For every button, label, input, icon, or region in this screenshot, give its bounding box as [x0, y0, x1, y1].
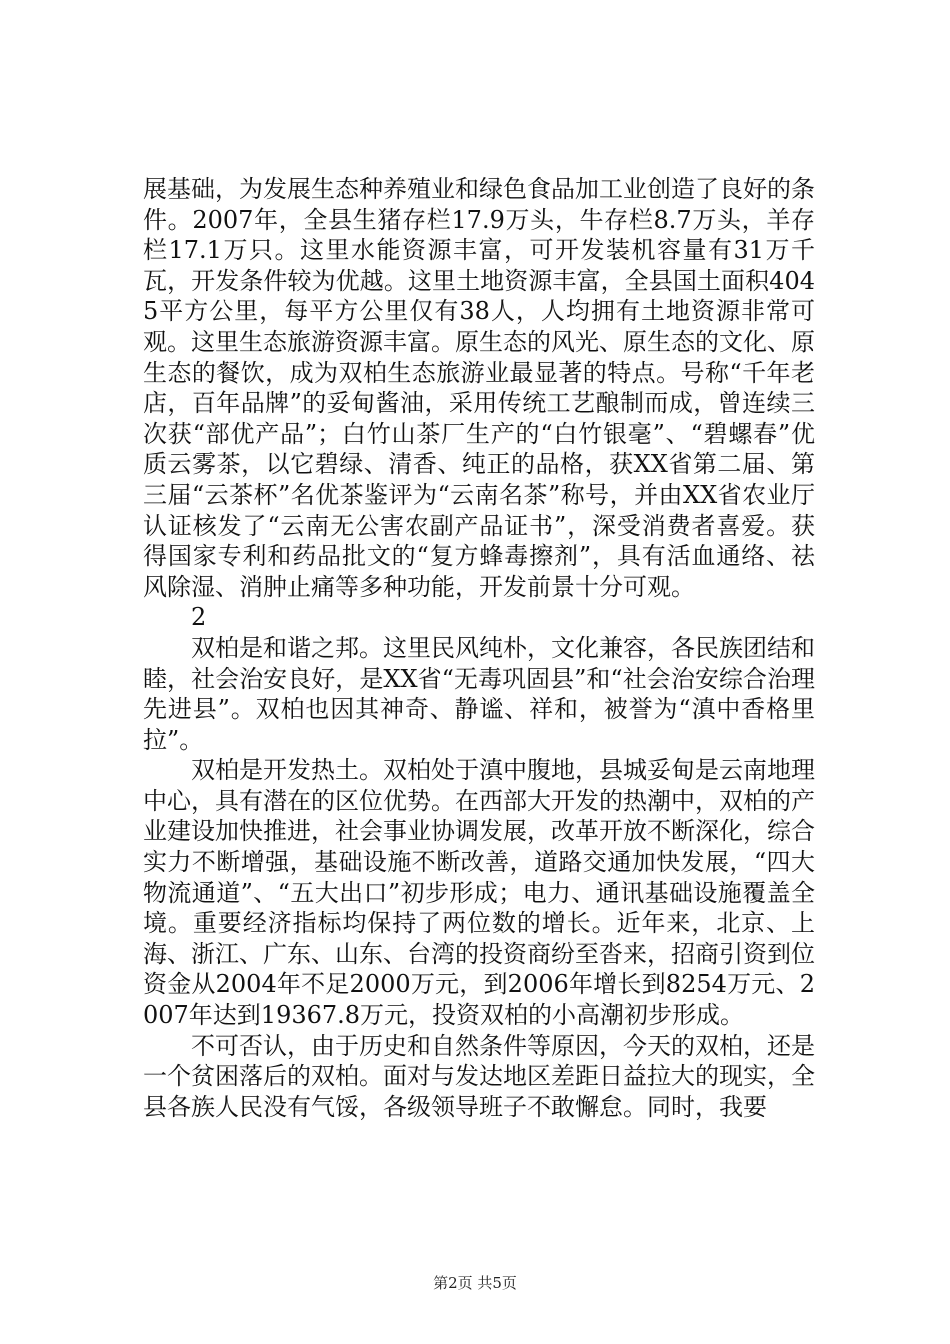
- section-number: 2: [191, 603, 207, 632]
- paragraph-poverty: 不可否认，由于历史和自然条件等原因，今天的双柏，还是一个贫困落后的双柏。面对与发达地区差距日益拉大的现实，全县各族人民没有气馁，各级领导班子不敢懈怠。同时，我要: [143, 1031, 815, 1121]
- document-body: [143, 174, 815, 1122]
- paragraph-development: 双柏是开发热土。双柏处于滇中腹地，县城妥甸是云南地理中心，具有潜在的区位优势。在西部大开发的热潮中，双柏的产业建设加快推进，社会事业协调发展，改革开放不断深化，综合实力不断增强，基础设施不断改善，道路交通加快发展，“四大物流通道”、“五大出口”初步形成；电力、通讯基础设施覆盖全境。重要经济指标均保持了两位数的增长。近年来，北京、上海、浙江、广东、山东、台湾的投资商纷至沓来，招商引资到位资金从2004年不足2000万元，到2006年增长到8254万元、2007年达到19367.8万元，投资双柏的小高潮初步形成。: [143, 756, 815, 1030]
- page-footer: 第2页 共5页: [433, 1274, 517, 1292]
- paragraph-resources: 展基础，为发展生态种养殖业和绿色食品加工业创造了良好的条件。2007年，全县生猪存栏17.9万头，牛存栏8.7万头，羊存栏17.1万只。这里水能资源丰富，可开发装机容量有31万千瓦，开发条件较为优越。这里土地资源丰富，全县国土面积4045平方公里，每平方公里仅有38人，人均拥有土地资源非常可观。这里生态旅游资源丰富。原生态的风光、原生态的文化、原生态的餐饮，成为双柏生态旅游业最显著的特点。号称“千年老店，百年品牌”的妥甸酱油，采用传统工艺酿制而成，曾连续三次获“部优产品”；白竹山茶厂生产的“白竹银毫”、“碧螺春”优质云雾茶，以它碧绿、清香、纯正的品格，获XX省第二届、第三届“云茶杯”名优茶鉴评为“云南名茶”称号，并由XX省农业厅认证核发了“云南无公害农副产品证书”，深受消费者喜爱。获得国家专利和药品批文的“复方蜂毒擦剂”，具有活血通络、祛风除湿、消肿止痛等多种功能，开发前景十分可观。: [143, 175, 815, 601]
- paragraph-harmony: 双柏是和谐之邦。这里民风纯朴，文化兼容，各民族团结和睦，社会治安良好，是XX省“无毒巩固县”和“社会治安综合治理先进县”。双柏也因其神奇、静谧、祥和，被誉为“滇中香格里拉”。: [143, 633, 815, 754]
